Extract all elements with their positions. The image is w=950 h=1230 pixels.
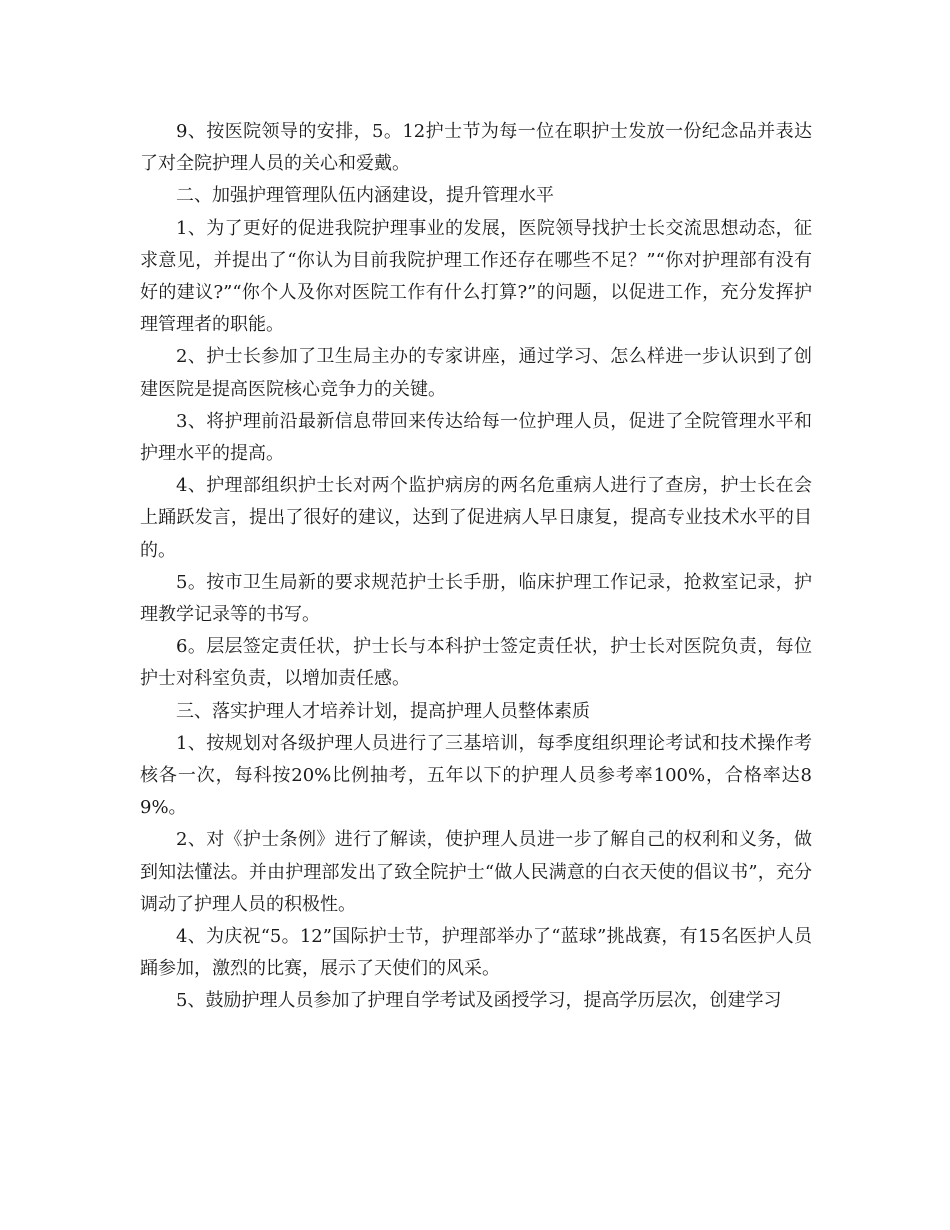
section-heading-2: 二、加强护理管理队伍内涵建设，提升管理水平: [176, 185, 554, 207]
section-heading-3: 三、落实护理人才培养计划，提高护理人员整体素质: [176, 700, 590, 722]
document-body: [140, 116, 812, 1018]
paragraph-item-2-regulations: 2、对《护士条例》进行了解读，使护理人员进一步了解自己的权利和义务，做到知法懂法。并由护理部发出了致全院护士“做人民满意的白衣天使的倡议书”，充分调动了护理人员的积极性。: [140, 829, 812, 915]
paragraph-item-1-exchange: 1、为了更好的促进我院护理事业的发展，医院领导找护士长交流思想动态，征求意见，并提出了“你认为目前我院护理工作还存在哪些不足？”“你对护理部有没有好的建议?”“你个人及你对医院工作有什么打算?”的问题，以促进工作，充分发挥护理管理者的职能。: [140, 217, 812, 336]
paragraph-item-6-responsibility: 6。层层签定责任状，护士长与本科护士签定责任状，护士长对医院负责，每位护士对科室负责，以增加责任感。: [140, 636, 812, 690]
paragraph-item-3-information: 3、将护理前沿最新信息带回来传达给每一位护理人员，促进了全院管理水平和护理水平的提高。: [140, 410, 812, 465]
paragraph-item-9-souvenir: 9、按医院领导的安排，5。12护士节为每一位在职护士发放一份纪念品并表达了对全院护理人员的关心和爱戴。: [140, 121, 812, 175]
paragraph-item-4-ward-round: 4、护理部组织护士长对两个监护病房的两名危重病人进行了查房，护士长在会上踊跃发言，提出了很好的建议，达到了促进病人早日康复，提高专业技术水平的目的。: [140, 475, 812, 561]
paragraph-item-4-nurses-day: 4、为庆祝“5。12”国际护士节，护理部举办了“蓝球”挑战赛，有15名医护人员踊参加，激烈的比赛，展示了天使们的风采。: [140, 926, 812, 980]
paragraph-item-5-study: 5、鼓励护理人员参加了护理自学考试及函授学习，提高学历层次，创建学习: [176, 990, 782, 1012]
paragraph-item-5-records: 5。按市卫生局新的要求规范护士长手册，临床护理工作记录，抢救室记录，护理教学记录等的书写。: [140, 571, 812, 626]
paragraph-item-1-training: 1、按规划对各级护理人员进行了三基培训，每季度组织理论考试和技术操作考核各一次，每科按20%比例抽考，五年以下的护理人员参考率100%，合格率达89%。: [140, 732, 812, 819]
paragraph-item-2-lecture: 2、护士长参加了卫生局主办的专家讲座，通过学习、怎么样进一步认识到了创建医院是提高医院核心竞争力的关键。: [140, 346, 812, 400]
